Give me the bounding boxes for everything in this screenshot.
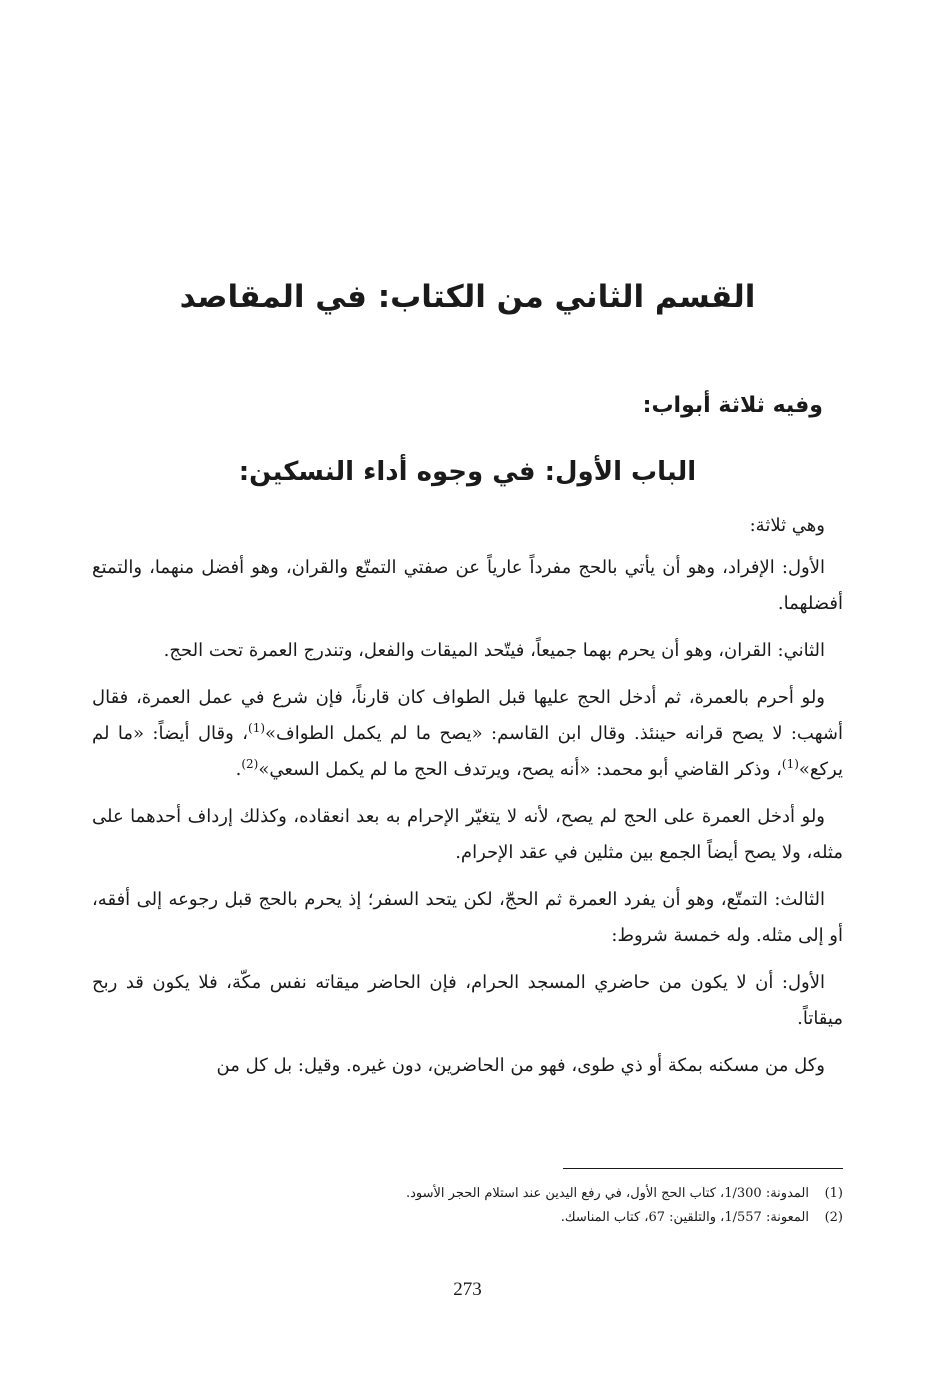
footnote-ref[interactable]: (2) — [241, 757, 259, 771]
chapter-title: الباب الأول: في وجوه أداء النسكين: — [238, 457, 697, 487]
intro-heading: وفيه ثلاثة أبواب: — [642, 393, 823, 418]
paragraph-irdaf: ولو أدخل العمرة على الحج لم يصح، لأنه لا يتغيّر الإحرام به بعد انعقاده، وكذلك إرداف أحدهما على مثله، ولا يصح أيضاً الجمع بين مثلين في عقد الإحرام. — [92, 806, 843, 863]
footnote-number: (1) — [824, 1186, 843, 1201]
paragraph-ifrad: الأول: الإفراد، وهو أن يأتي بالحج مفرداً عارياً عن صفتي التمتّع والقران، وهو أفضل منهما، والتمتع أفضلهما. — [92, 557, 843, 614]
paragraph-text: ، وذكر القاضي أبو محمد: «أنه يصح، ويرتدف الحج ما لم يكمل السعي» — [258, 759, 782, 780]
paragraph-text: ولو أحرم بالعمرة، ثم أدخل الحج عليها قبل الطواف كان قارناً، فإن شرع في عمل العمرة، فقال أشهب: لا يصح قرانه حينئذ. وقال ابن القاسم: «يصح ما لم يكمل الطواف» — [92, 687, 843, 744]
footnote-item — [92, 1182, 843, 1206]
paragraph-tamattu: الثالث: التمتّع، وهو أن يفرد العمرة ثم الحجّ، لكن يتحد السفر؛ إذ يحرم بالحج قبل رجوعه إلى أفقه، أو إلى مثله. وله خمسة شروط: — [92, 889, 843, 946]
footnote-ref[interactable]: (1) — [781, 757, 799, 771]
footnote-text: المدونة: 1/300، كتاب الحج الأول، في رفع اليدين عند استلام الحجر الأسود. — [405, 1186, 809, 1201]
footnote-ref[interactable]: (1) — [248, 721, 266, 735]
footnote-item — [92, 1206, 843, 1230]
page-number: 273 — [453, 1279, 482, 1300]
paragraph-text: . — [235, 759, 242, 780]
section-title: القسم الثاني من الكتاب: في المقاصد — [179, 279, 756, 315]
footnote-number: (2) — [824, 1210, 843, 1225]
footnote-text: المعونة: 1/557، والتلقين: 67، كتاب المناسك. — [560, 1210, 809, 1225]
footnotes — [92, 1182, 843, 1230]
paragraph-ihram-umrah — [92, 680, 843, 788]
footnote-divider — [563, 1168, 843, 1169]
paragraph-intro: وهي ثلاثة: — [749, 515, 825, 536]
paragraph-qiran: الثاني: القران، وهو أن يحرم بهما جميعاً، فيتّحد الميقات والفعل، وتندرج العمرة تحت الحج. — [163, 640, 825, 661]
paragraph-first-condition: الأول: أن لا يكون من حاضري المسجد الحرام، فإن الحاضر ميقاته نفس مكّة، فلا يكون قد ربح ميقاتاً. — [92, 972, 843, 1029]
paragraph-text: ، وقال أيضاً: «ما لم يركع» — [92, 723, 843, 780]
paragraph-hadirin: وكل من مسكنه بمكة أو ذي طوى، فهو من الحاضرين، دون غيره. وقيل: بل كل من — [216, 1055, 825, 1076]
body-text — [92, 508, 843, 1095]
